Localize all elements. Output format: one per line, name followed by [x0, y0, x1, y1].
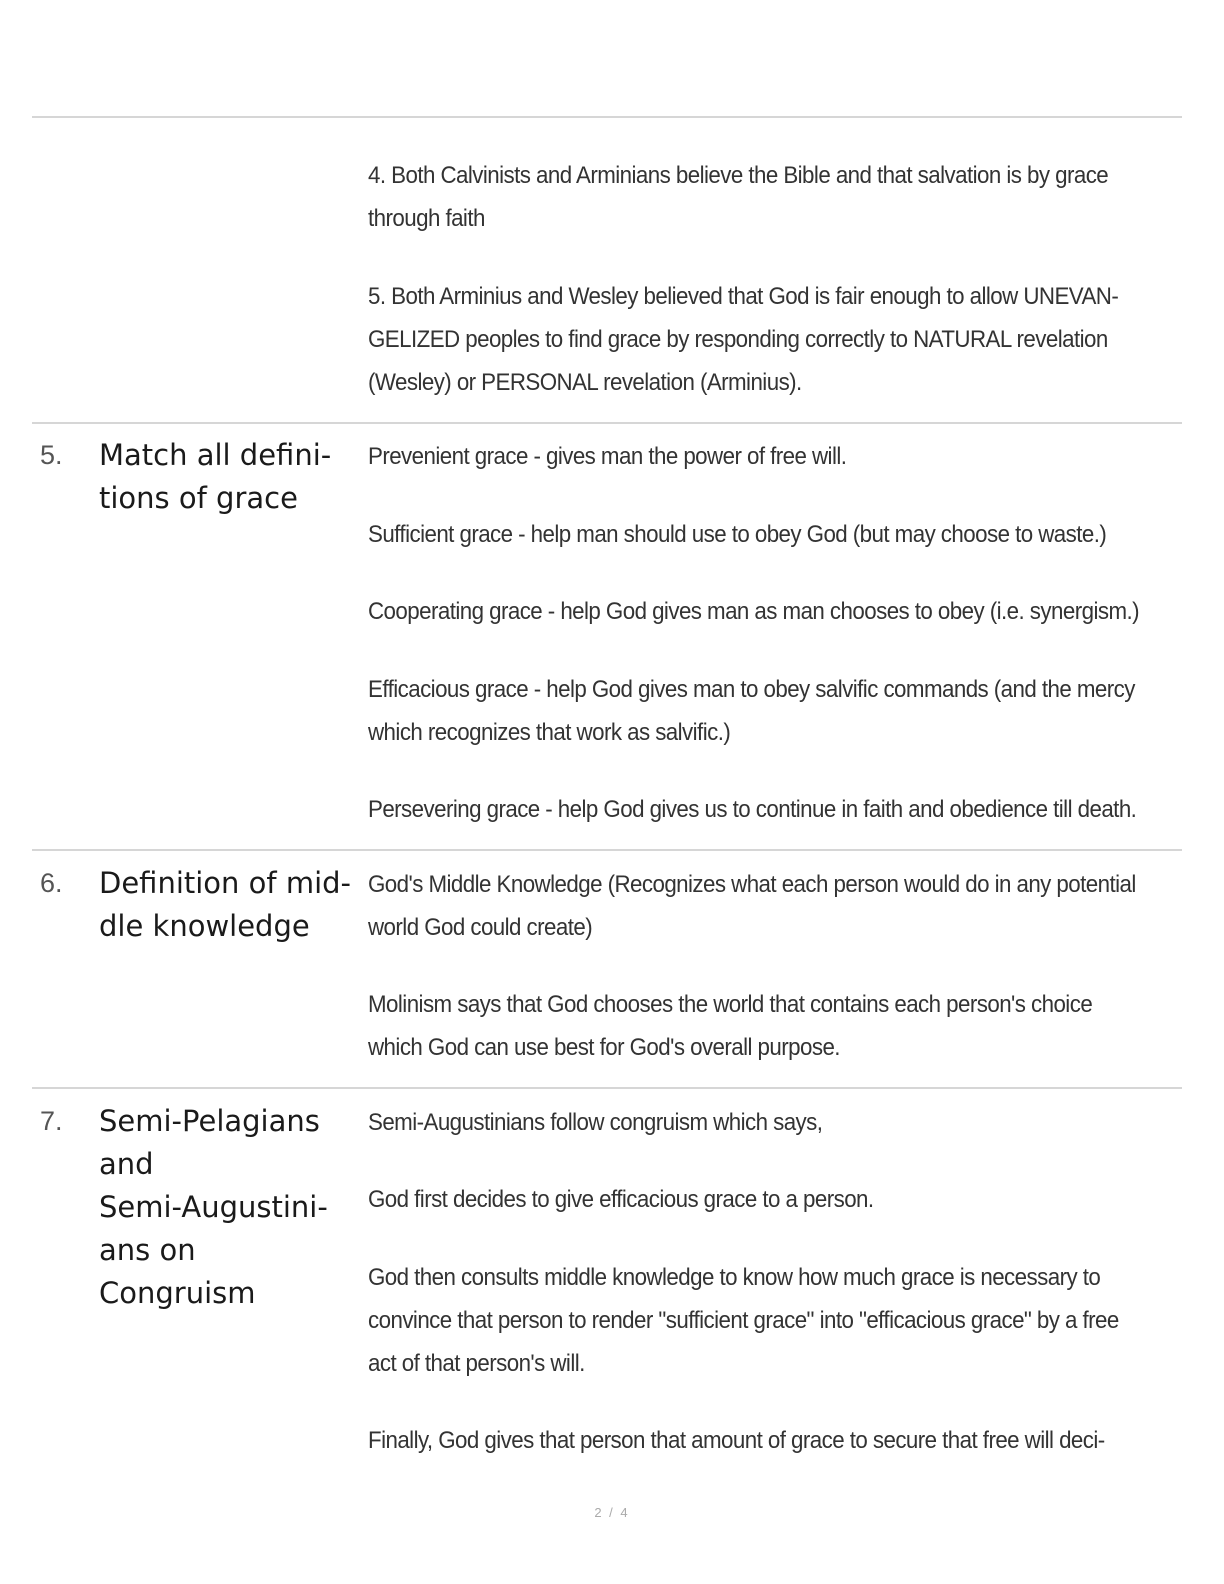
- page-number: 2 / 4: [594, 1505, 630, 1520]
- paragraph: God then consults middle knowledge to know how much grace is necessary to convince that person to render "sufficient grace" into "efficacious grace" by a free act of that person's will.: [368, 1264, 1119, 1377]
- row-term: Match all defini- tions of grace: [99, 438, 332, 515]
- paragraph: God first decides to give efficacious grace to a person.: [368, 1186, 874, 1213]
- paragraph: 4. Both Calvinists and Arminians believe the Bible and that salvation is by grace through faith: [368, 162, 1109, 232]
- paragraph: Semi-Augustinians follow congruism which says,: [368, 1109, 823, 1136]
- row-number: 6.: [40, 868, 63, 898]
- paragraph: Cooperating grace - help God gives man as man chooses to obey (i.e. synergism.): [368, 598, 1140, 625]
- row-divider: [32, 422, 1182, 424]
- paragraph: 5. Both Arminius and Wesley believed that God is fair enough to allow UNEVAN- GELIZED peoples to find grace by responding correctly to NATURAL revelation (Wesley) or PERSONAL revelation (Arminius).: [368, 283, 1119, 396]
- paragraph: Sufficient grace - help man should use to obey God (but may choose to waste.): [368, 521, 1107, 548]
- paragraph: Molinism says that God chooses the world that contains each person's choice which God can use best for God's overall purpose.: [368, 991, 1093, 1061]
- row-term: Semi-Pelagians and Semi-Augustini- ans on Congruism: [99, 1104, 328, 1310]
- row-divider: [32, 1087, 1182, 1089]
- paragraph: Efficacious grace - help God gives man to obey salvific commands (and the mercy which recognizes that work as salvific.): [368, 676, 1135, 746]
- row-term: Definition of mid- dle knowledge: [99, 866, 351, 943]
- paragraph: Persevering grace - help God gives us to continue in faith and obedience till death.: [368, 796, 1137, 823]
- top-rule: [32, 116, 1182, 118]
- paragraph: Prevenient grace - gives man the power of free will.: [368, 443, 847, 470]
- row-divider: [32, 849, 1182, 851]
- row-number: 5.: [40, 440, 63, 470]
- paragraph: God's Middle Knowledge (Recognizes what each person would do in any potential world God could create): [368, 871, 1136, 941]
- row-number: 7.: [40, 1106, 63, 1136]
- paragraph: Finally, God gives that person that amount of grace to secure that free will deci-: [368, 1427, 1105, 1454]
